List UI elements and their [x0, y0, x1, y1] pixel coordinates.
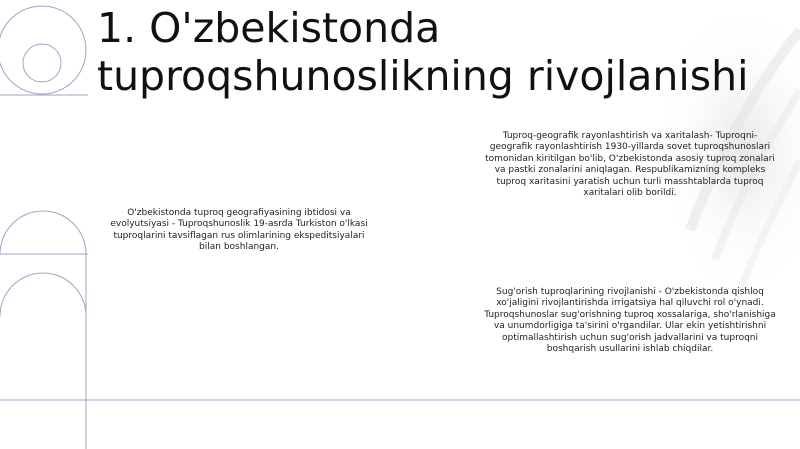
middle-arch: [0, 211, 86, 254]
text-block-irrigation: Sug'orish tuproqlarining rivojlanishi - O'zbekistonda qishloq xo'jaligini rivojlantirishda irrigatsiya hal qiluvchi rol o'ynadi. Tuproqshunoslar sug'orishning tuproq xossalariga, sho'rlanishiga va unumdorligiga ta'sirini o'rgandilar. Ular ekin yetishtirishni optimallashtirish uchun sug'orish jadvallarini va tuproqni boshqarish usullarini ishlab chiqdilar.: [484, 287, 776, 355]
slide-title: 1. O'zbekistonda tuproqshunoslikning rivojlanishi: [97, 4, 749, 100]
text-block-geography: O'zbekistonda tuproq geografiyasining ibtidosi va evolyutsiyasi - Tuproqshunoslik 19-asrda Turkiston o'lkasi tuproqlarini tavsiflagan rus olimlarining ekspeditsiyalari bilan boshlangan.: [110, 208, 368, 253]
top-large-circle: [0, 6, 86, 94]
top-small-circle: [23, 44, 61, 82]
lower-arch: [0, 273, 86, 316]
text-block-mapping: Tuproq-geografik rayonlashtirish va xaritalash- Tuproqni-geografik rayonlashtirish 1930-yillarda sovet tuproqshunoslari tomonidan kiritilgan bo'lib, O'zbekistonda asosiy tuproq zonalari va pastki zonalarini aniqlagan. Respublikamizning kompleks tuproq xaritasini yaratish uchun turli masshtablarda tuproq xaritalari olib borildi.: [485, 131, 775, 199]
